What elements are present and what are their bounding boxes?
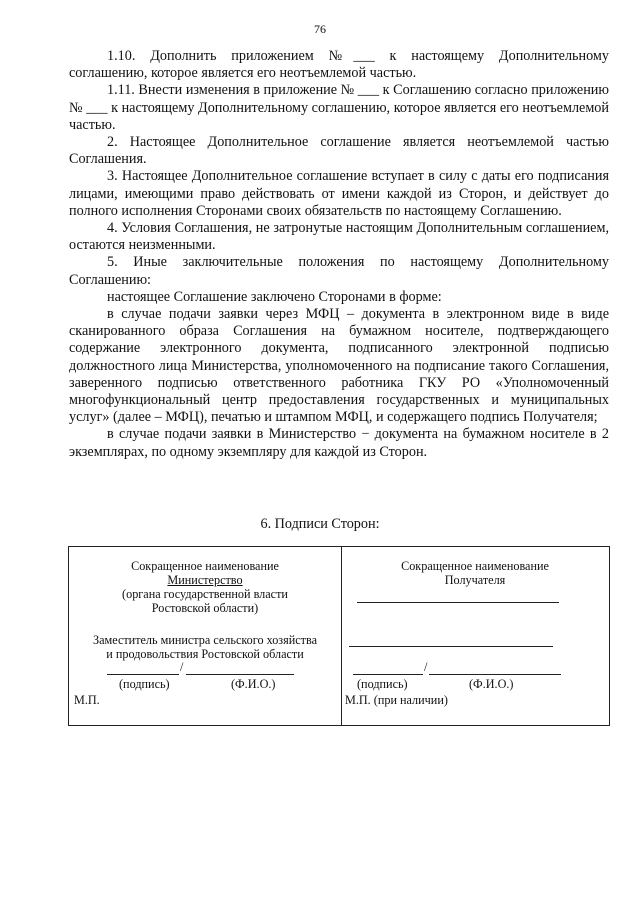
paragraph-3: 3. Настоящее Дополнительное соглашение вступает в силу с даты его подписания лицами, имеющими право действовать от имени каждой из Сторон, и действует до полного исполнения Сторонами своих обязательств по настоящему Соглашению. <box>69 168 609 219</box>
ministry-heading-3: (органа государственной власти <box>122 587 288 601</box>
ministry-name-line <box>186 674 294 675</box>
document-body <box>69 48 609 461</box>
recipient-name-line-1 <box>357 602 559 603</box>
ministry-slash: / <box>180 660 184 674</box>
paragraph-1-10: 1.10. Дополнить приложением №___ к настоящему Дополнительному соглашению, которое является его неотъемлемой частью. <box>69 48 609 82</box>
page-number: 76 <box>314 22 326 36</box>
recipient-signature-line <box>353 674 423 675</box>
ministry-signature-block <box>69 547 342 725</box>
ministry-signature-label: (подпись) <box>119 677 170 691</box>
ministry-position-2: и продовольствия Ростовской области <box>106 647 304 661</box>
paragraph-4: 4. Условия Соглашения, не затронутые настоящим Дополнительным соглашением, остаются неизменными. <box>69 220 609 254</box>
ministry-heading-2: Министерство <box>167 573 243 587</box>
paragraph-mfc: в случае подачи заявки через МФЦ – документа в электронном виде в виде сканированного образа Соглашения на бумажном носителе, подтверждающего содержание электронного документа, подписанного электронной подписью должностного лица Министерства, уполномоченного на подписание такого Соглашения, заверенного подписью ответственного работника ГКУ РО «Уполномоченный многофункциональный центр предоставления государственных и муниципальных услуг» (далее – МФЦ), печатью и штампом МФЦ, и содержащего подпись Получателя; <box>69 306 609 426</box>
ministry-heading-2-wrap <box>69 573 341 587</box>
paragraph-2: 2. Настоящее Дополнительное соглашение является неотъемлемой частью Соглашения. <box>69 134 609 168</box>
recipient-fio-line <box>429 674 561 675</box>
recipient-stamp: М.П. (при наличии) <box>345 693 448 707</box>
recipient-heading-1: Сокращенное наименование <box>401 559 549 573</box>
ministry-signature-line <box>107 674 179 675</box>
paragraph-1-11: 1.11. Внести изменения в приложение № ___ к Соглашению согласно приложению № ___ к настоящему Дополнительному соглашению, которое является его неотъемлемой частью. <box>69 82 609 133</box>
ministry-heading-1: Сокращенное наименование <box>131 559 279 573</box>
signatures-title: 6. Подписи Сторон: <box>260 516 380 532</box>
ministry-stamp: М.П. <box>74 693 100 707</box>
paragraph-ministry: в случае подачи заявки в Министерство − документа на бумажном носителе в 2 экземплярах, по одному экземпляру для каждой из Сторон. <box>69 426 609 460</box>
recipient-name-line-2 <box>349 646 553 647</box>
recipient-signature-label: (подпись) <box>357 677 408 691</box>
paragraph-form: настоящее Соглашение заключено Сторонами в форме: <box>107 288 442 305</box>
recipient-slash: / <box>424 660 428 674</box>
recipient-heading-2: Получателя <box>444 573 506 587</box>
ministry-name-label: (Ф.И.О.) <box>231 677 276 691</box>
ministry-heading-4: Ростовской области) <box>151 601 259 615</box>
ministry-position-1: Заместитель министра сельского хозяйства <box>93 633 317 647</box>
paragraph-5: 5. Иные заключительные положения по настоящему Дополнительному Соглашению: <box>69 254 609 288</box>
recipient-signature-block <box>341 547 609 725</box>
recipient-name-label: (Ф.И.О.) <box>469 677 514 691</box>
signatures-table <box>68 546 610 726</box>
